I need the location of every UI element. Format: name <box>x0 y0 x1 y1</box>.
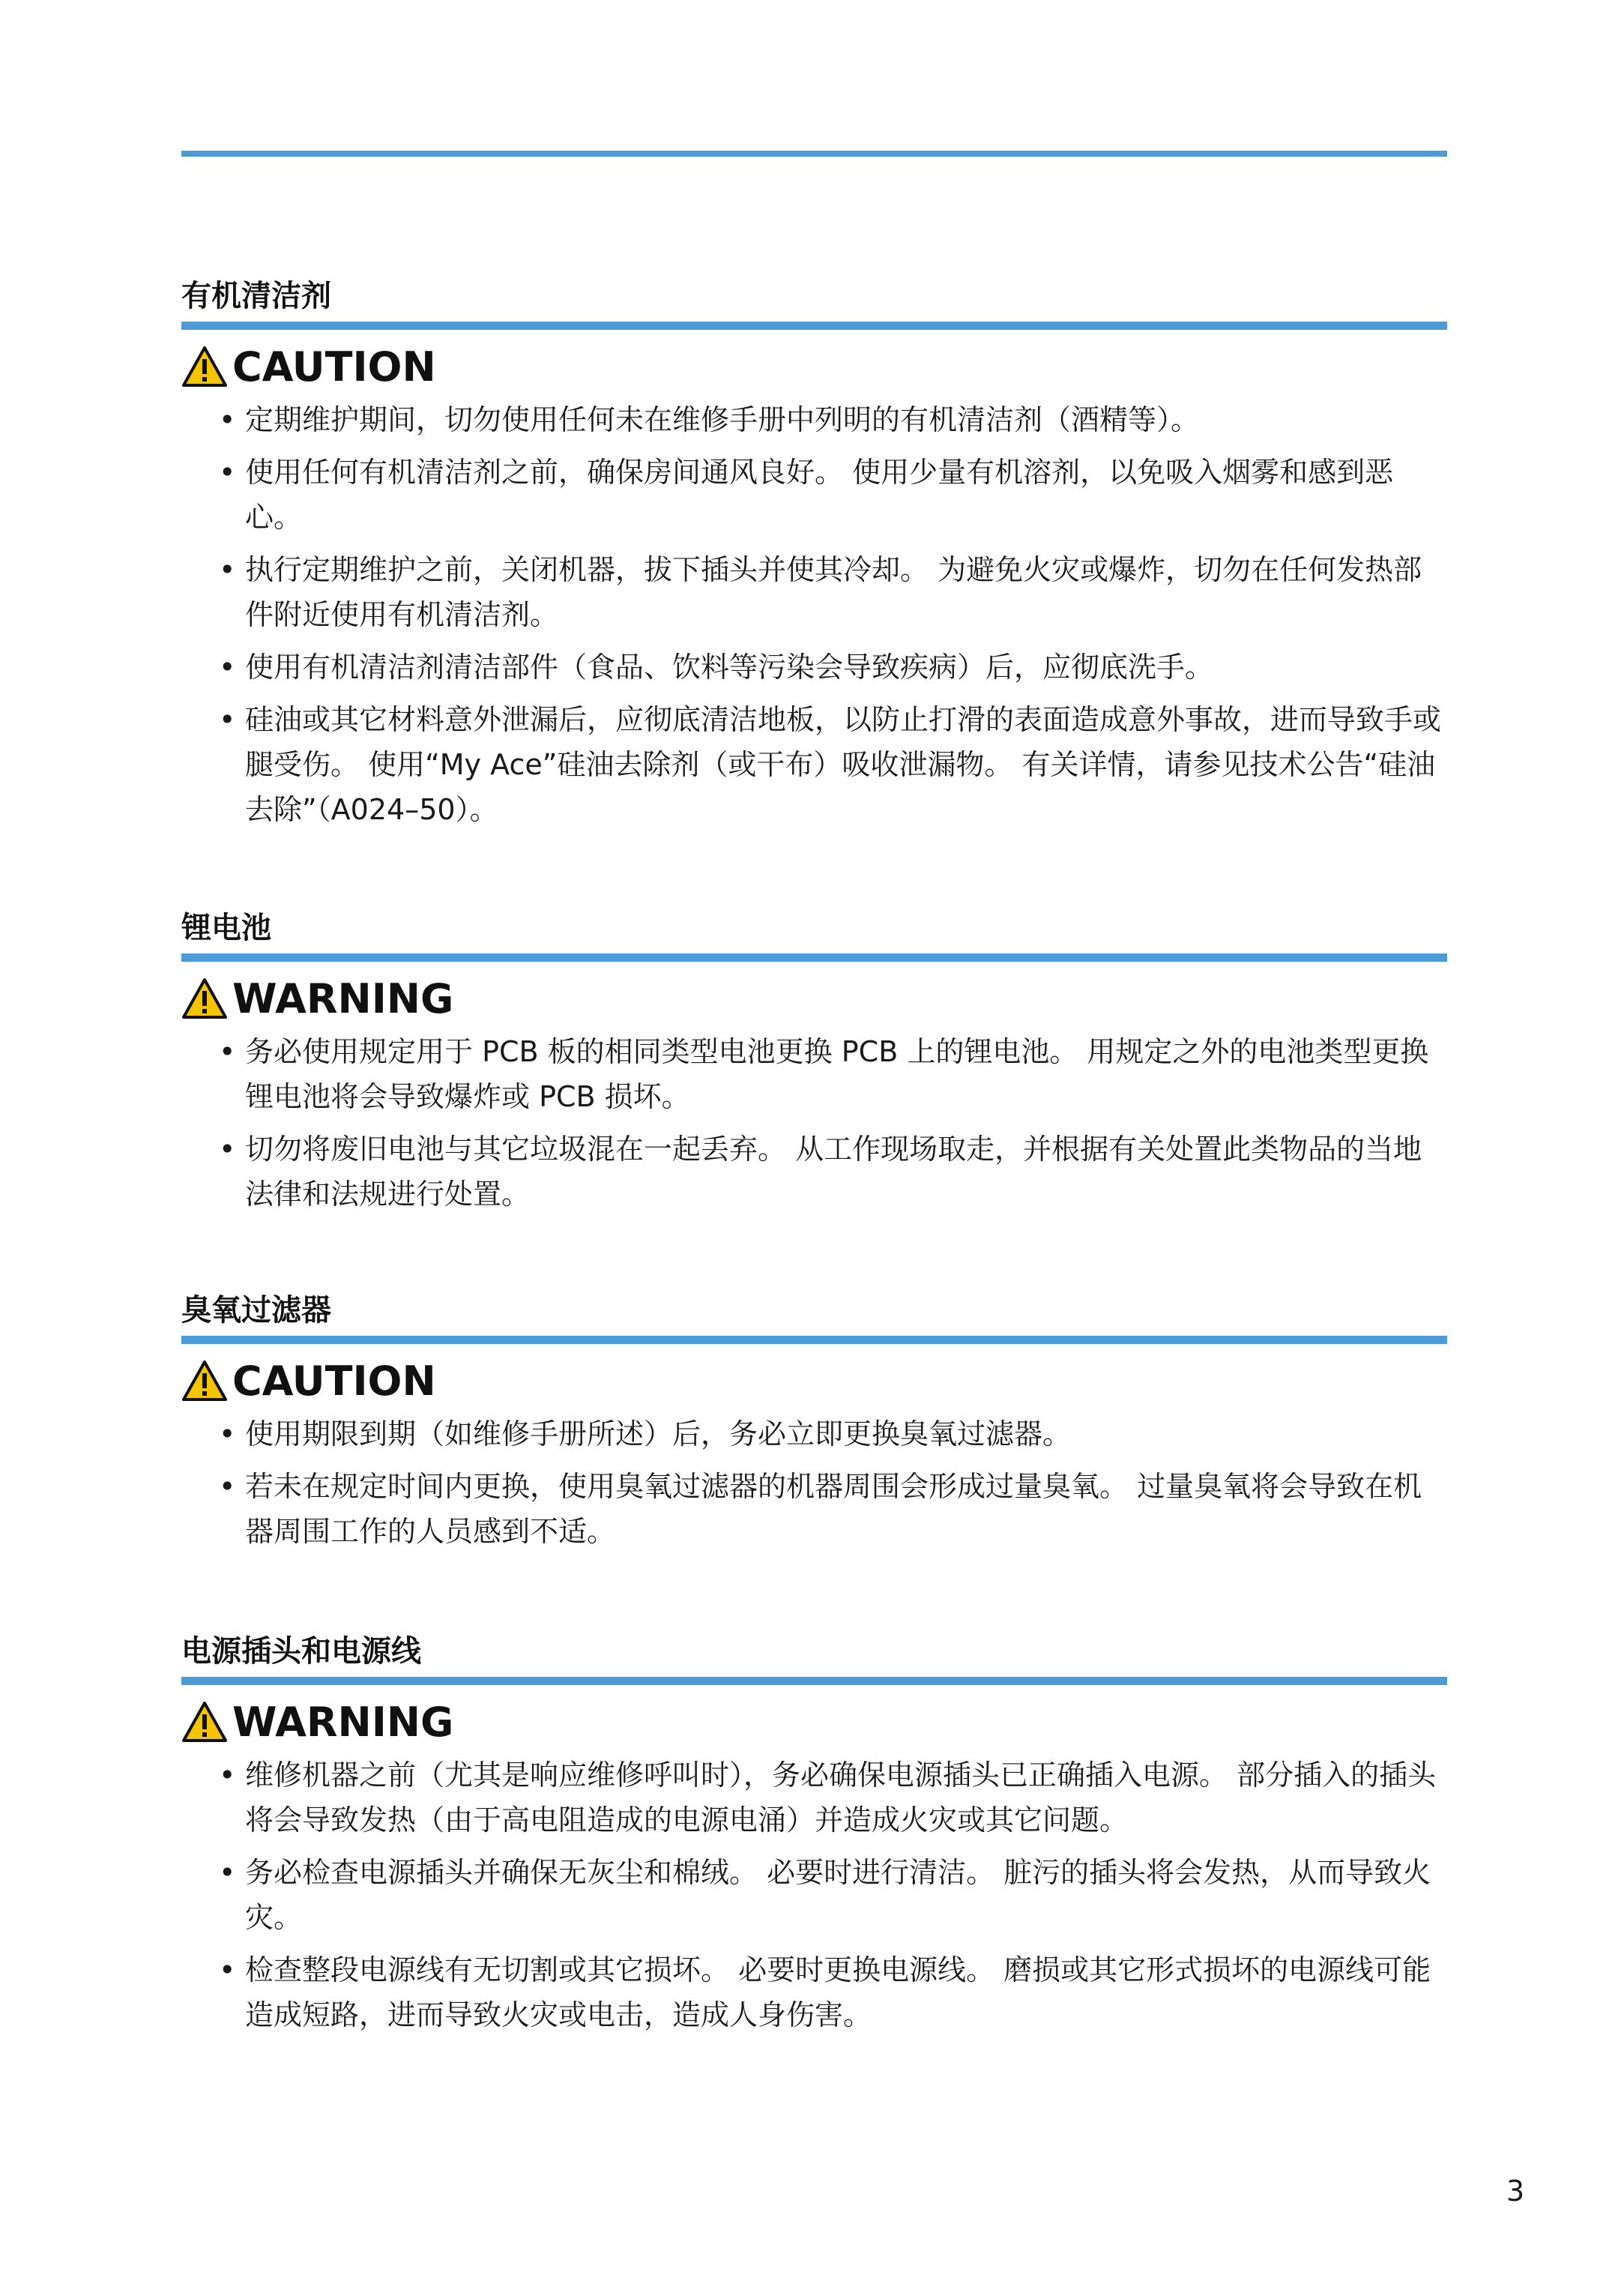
list-item <box>181 1947 1447 2037</box>
list-item <box>181 645 1447 690</box>
bullet-list <box>181 397 1447 832</box>
section-title: 有机清洁剂 <box>181 279 331 313</box>
list-item-text: 使用有机清洁剂清洁部件（食品、饮料等污染会导致疾病）后，应彻底洗手。 <box>245 651 1214 684</box>
section-rule <box>181 1336 1447 1344</box>
bullet: • <box>219 1133 236 1166</box>
bullet: • <box>219 1470 236 1503</box>
section-title: 电源插头和电源线 <box>181 1634 421 1669</box>
bullet-list <box>181 1411 1447 1554</box>
list-item <box>181 1850 1447 1940</box>
bullet: • <box>219 456 236 489</box>
bullet: • <box>219 1417 236 1450</box>
section-power-plug-cord <box>181 1629 1447 2045</box>
caution-header <box>181 1355 1447 1407</box>
section-lithium-battery <box>181 906 1447 1224</box>
alert-label: WARNING <box>232 974 454 1022</box>
list-item <box>181 1029 1447 1119</box>
bullet: • <box>219 1953 236 1986</box>
list-item <box>181 1411 1447 1456</box>
warning-triangle-icon <box>181 977 228 1019</box>
caution-header <box>181 340 1447 393</box>
list-item <box>181 450 1447 540</box>
list-item-text: 维修机器之前（尤其是响应维修呼叫时），务必确保电源插头已正确插入电源。 部分插入的插头将会导致发热（由于高电阻造成的电源电涌）并造成火灾或其它问题。 <box>245 1759 1437 1837</box>
list-item <box>181 547 1447 637</box>
section-ozone-filter <box>181 1288 1447 1561</box>
section-title: 锂电池 <box>181 911 271 945</box>
section-organic-cleaner <box>181 274 1447 840</box>
bullet: • <box>219 703 236 736</box>
list-item <box>181 1464 1447 1554</box>
list-item-text: 硅油或其它材料意外泄漏后，应彻底清洁地板，以防止打滑的表面造成意外事故，进而导致手或腿受伤。 使用“My Ace”硅油去除剂（或干布）吸收泄漏物。 有关详情，请参见技术公告“硅油去除”（A024–50）。 <box>245 703 1442 826</box>
alert-label: CAUTION <box>232 1357 436 1405</box>
alert-label: WARNING <box>232 1698 454 1746</box>
section-rule <box>181 322 1447 330</box>
warning-header <box>181 1696 1447 1748</box>
list-item-text: 定期维护期间，切勿使用任何未在维修手册中列明的有机清洁剂（酒精等）。 <box>245 403 1200 436</box>
list-item-text: 务必检查电源插头并确保无灰尘和棉绒。 必要时进行清洁。 脏污的插头将会发热，从而导致火灾。 <box>245 1856 1431 1934</box>
list-item-text: 务必使用规定用于 PCB 板的相同类型电池更换 PCB 上的锂电池。 用规定之外的电池类型更换锂电池将会导致爆炸或 PCB 损坏。 <box>245 1035 1429 1113</box>
bullet-list <box>181 1753 1447 2037</box>
warning-triangle-icon <box>181 346 228 388</box>
warning-header <box>181 972 1447 1025</box>
page-number: 3 <box>1506 2175 1525 2208</box>
bullet: • <box>219 1759 236 1792</box>
bullet: • <box>219 1856 236 1889</box>
section-title: 臭氧过滤器 <box>181 1293 331 1328</box>
bullet: • <box>219 403 236 436</box>
list-item-text: 使用任何有机清洁剂之前，确保房间通风良好。 使用少量有机溶剂，以免吸入烟雾和感到恶心。 <box>245 456 1394 534</box>
list-item-text: 使用期限到期（如维修手册所述）后，务必立即更换臭氧过滤器。 <box>245 1417 1072 1450</box>
bullet: • <box>219 553 236 586</box>
list-item-text: 执行定期维护之前，关闭机器，拔下插头并使其冷却。 为避免火灾或爆炸，切勿在任何发热部件附近使用有机清洁剂。 <box>245 553 1422 631</box>
alert-label: CAUTION <box>232 343 436 391</box>
bullet: • <box>219 651 236 684</box>
warning-triangle-icon <box>181 1701 228 1743</box>
header-rule <box>181 151 1447 157</box>
bullet: • <box>219 1035 236 1068</box>
list-item <box>181 397 1447 442</box>
list-item-text: 若未在规定时间内更换，使用臭氧过滤器的机器周围会形成过量臭氧。 过量臭氧将会导致在机器周围工作的人员感到不适。 <box>245 1470 1422 1548</box>
section-rule <box>181 1677 1447 1685</box>
list-item <box>181 1753 1447 1842</box>
list-item-text: 切勿将废旧电池与其它垃圾混在一起丢弃。 从工作现场取走，并根据有关处置此类物品的当地法律和法规进行处置。 <box>245 1133 1422 1211</box>
list-item-text: 检查整段电源线有无切割或其它损坏。 必要时更换电源线。 磨损或其它形式损坏的电源线可能造成短路，进而导致火灾或电击，造成人身伤害。 <box>245 1953 1431 2031</box>
list-item <box>181 697 1447 832</box>
warning-triangle-icon <box>181 1360 228 1402</box>
bullet-list <box>181 1029 1447 1217</box>
section-rule <box>181 953 1447 962</box>
list-item <box>181 1127 1447 1217</box>
